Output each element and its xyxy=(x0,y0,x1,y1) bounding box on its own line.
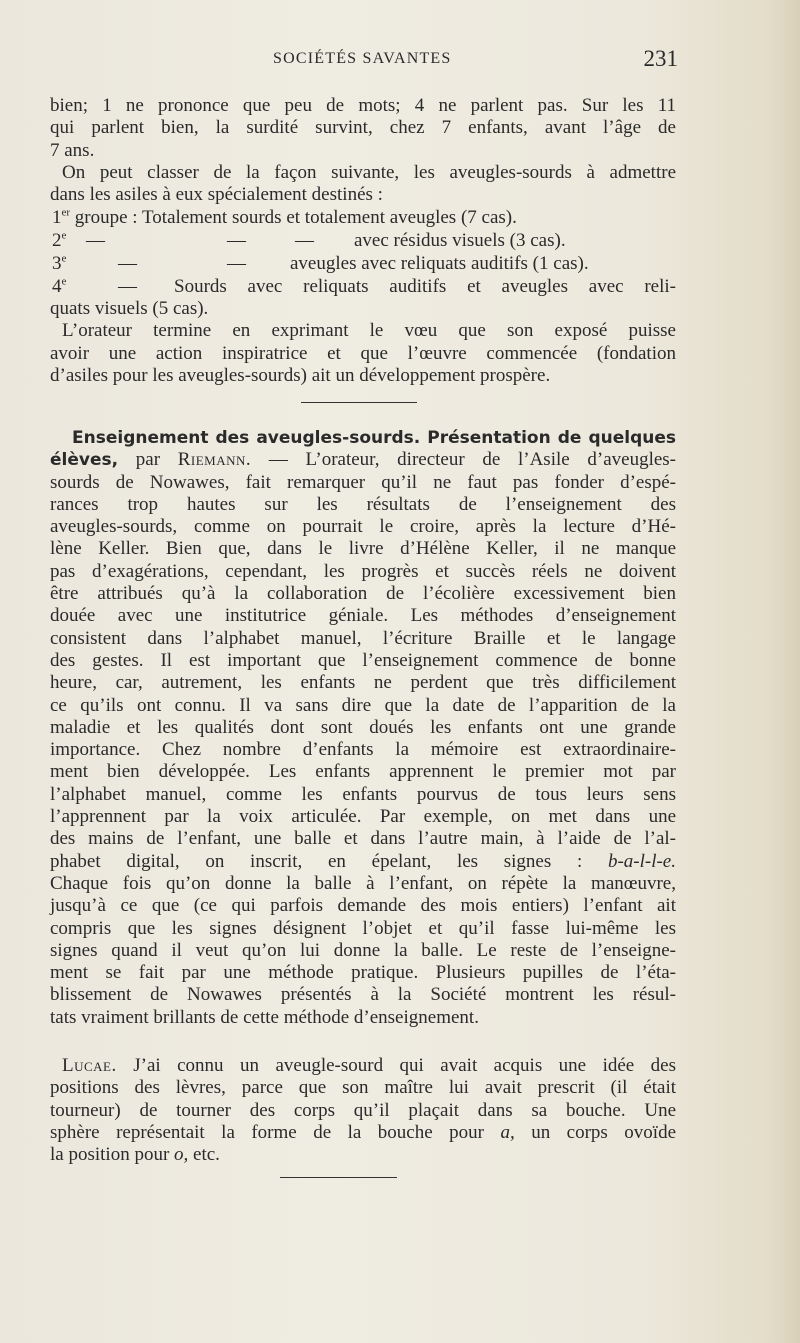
heading-text: élèves, xyxy=(50,450,119,471)
text-fragment: la position pour xyxy=(50,1144,170,1166)
text-line: d’asiles pour les aveugles-sourds) ait un développement prospère. xyxy=(50,364,551,386)
running-head xyxy=(48,46,680,74)
group-ordinal: e xyxy=(61,252,67,265)
group-item-4 xyxy=(52,276,676,298)
ditto-mark: — xyxy=(86,230,105,251)
text-line xyxy=(50,1055,676,1077)
byline-word: par xyxy=(135,449,161,471)
vowel-letter: o, xyxy=(174,1144,189,1166)
text-line: rances trop hautes sur les résultats de l’enseignement des xyxy=(50,493,676,515)
paragraph-classification xyxy=(50,162,676,207)
text-line xyxy=(50,1122,676,1144)
spelled-word: b-a-l-l-e. xyxy=(607,850,676,872)
text-line: l’apprennent par la voix articulée. Par exemple, on met dans une xyxy=(50,806,676,828)
text-line: L’orateur termine en exprimant le vœu que son exposé puisse xyxy=(62,320,676,342)
text-line: lène Keller. Bien que, dans le livre d’Hélène Keller, il ne manque xyxy=(50,538,676,560)
text-line: des gestes. Il est important que l’enseignement commence de bonne xyxy=(50,649,676,671)
text-line: ment se fait par une méthode pratique. Plusieurs pupilles de l’éta- xyxy=(50,962,676,984)
text-line: On peut classer de la façon suivante, les aveugles-sourds à admettre xyxy=(62,162,676,183)
group-item-1 xyxy=(52,207,517,229)
ditto-mark: — xyxy=(227,253,246,274)
text-line: heure, car, autrement, les enfants ne perdent que très difficilement xyxy=(50,672,676,694)
group-label: groupe : xyxy=(74,207,138,228)
text-line xyxy=(50,449,676,471)
text-line: importance. Chez nombre d’enfants la mémoire est extraordinaire- xyxy=(50,739,676,761)
text-line: positions des lèvres, parce que son maître lui avait prescrit (il était xyxy=(50,1077,676,1099)
text-line: compris que les signes désignent l’objet et qu’il fasse lui-même les xyxy=(50,917,676,939)
text-fragment: — L’orateur, directeur de l’Asile d’aveugles- xyxy=(268,449,677,471)
section-divider xyxy=(280,1177,397,1178)
text-line: pas d’exagérations, cependant, les progrès et succès réels ne doivent xyxy=(50,560,676,582)
ditto-mark: — xyxy=(227,230,246,251)
page-number: 231 xyxy=(643,46,678,71)
paragraph-conclusion xyxy=(50,298,676,387)
text-line: être attribués qu’à la collaboration de l’écolière excessivement bien xyxy=(50,583,676,605)
text-line: ment bien développée. Les enfants apprennent le premier mot par xyxy=(50,761,676,783)
ditto-mark: — xyxy=(118,276,137,297)
text-line: des mains de l’enfant, une balle et dans l’autre main, à l’aide de l’al- xyxy=(50,828,676,850)
text-line xyxy=(50,851,676,873)
group-description: aveugles avec reliquats auditifs (1 cas). xyxy=(290,253,589,274)
text-line: bien; 1 ne prononce que peu de mots; 4 ne parlent pas. Sur les 11 xyxy=(50,95,676,116)
text-line: signes quand il veut qu’on lui donne la balle. Le reste de l’enseigne- xyxy=(50,939,676,961)
text-line: douée avec une institutrice géniale. Les méthodes d’enseignement xyxy=(50,605,676,627)
vowel-letter: a, xyxy=(500,1121,515,1143)
text-line: blissement de Nowawes présentés à la Société montrent les résul- xyxy=(50,984,676,1006)
group-number: 3 xyxy=(52,253,62,274)
ditto-mark: — xyxy=(295,230,314,251)
text-line: ce qu’ils ont connu. Il va sans dire que la date de l’apparition de la xyxy=(50,694,676,716)
group-number: 1 xyxy=(52,207,62,228)
section-heading xyxy=(50,427,676,449)
text-line: jusqu’à ce que (ce qui parfois demande des mois entiers) l’enfant ait xyxy=(50,895,676,917)
text-line: Chaque fois qu’on donne la balle à l’enfant, on répète la manœuvre, xyxy=(50,872,676,894)
group-description: Sourds avec reliquats auditifs et aveugles avec reli- xyxy=(174,276,676,297)
text-fragment: sphère représentait la forme de la bouche pour xyxy=(50,1121,484,1143)
text-line: tats vraiment brillants de cette méthode d’enseignement. xyxy=(50,1006,479,1028)
running-title: SOCIÉTÉS SAVANTES xyxy=(273,50,452,67)
group-number: 2 xyxy=(52,230,62,251)
group-item-3 xyxy=(52,253,672,275)
text-line: sourds de Nowawes, fait remarquer qu’il ne faut pas fonder d’espé- xyxy=(50,471,676,493)
text-line: maladie et les qualités dont sont doués les enfants ont une grande xyxy=(50,716,676,738)
ditto-mark: — xyxy=(118,253,137,274)
text-fragment: un corps ovoïde xyxy=(531,1121,677,1143)
text-line: tourneur) de tourner des corps qu’il plaçait dans sa bouche. Une xyxy=(50,1099,676,1121)
section-divider xyxy=(301,402,417,403)
group-ordinal: e xyxy=(61,275,67,288)
text-line: aveugles-sourds, comme on pourrait le croire, après la lecture d’Hé- xyxy=(50,516,676,538)
text-line: avoir une action inspiratrice et que l’œuvre commencée (fondation xyxy=(50,342,676,364)
text-line: l’alphabet manuel, comme les enfants pourvus de tous leurs sens xyxy=(50,783,676,805)
section-enseignement xyxy=(50,427,676,1029)
speaker-name: Lucae. xyxy=(62,1055,117,1076)
group-ordinal: er xyxy=(61,206,71,219)
text-line: quats visuels (5 cas). xyxy=(50,298,209,319)
group-number: 4 xyxy=(52,276,62,297)
text-line: dans les asiles à eux spécialement destinés : xyxy=(50,184,383,206)
section-lucae xyxy=(50,1055,676,1166)
heading-text: Enseignement des aveugles-sourds. Présentation de quelques xyxy=(72,428,676,448)
text-fragment: etc. xyxy=(193,1144,220,1166)
text-line: 7 ans. xyxy=(50,139,95,161)
group-item-2 xyxy=(52,230,672,252)
group-description: Totalement sourds et totalement aveugles (7 cas). xyxy=(142,207,517,228)
text-line: consistent dans l’alphabet manuel, l’écriture Braille et le langage xyxy=(50,627,676,649)
text-fragment: phabet digital, on inscrit, en épelant, les signes : xyxy=(50,850,583,872)
author-name: Riemann. xyxy=(177,449,252,471)
group-description: avec résidus visuels (3 cas). xyxy=(354,230,566,251)
group-ordinal: e xyxy=(61,229,67,242)
text-line xyxy=(50,1144,676,1166)
text-fragment: J’ai connu un aveugle-sourd qui avait acquis une idée des xyxy=(133,1055,677,1076)
paragraph-continuation xyxy=(50,95,676,162)
text-line: qui parlent bien, la surdité survint, chez 7 enfants, avant l’âge de xyxy=(50,117,676,139)
